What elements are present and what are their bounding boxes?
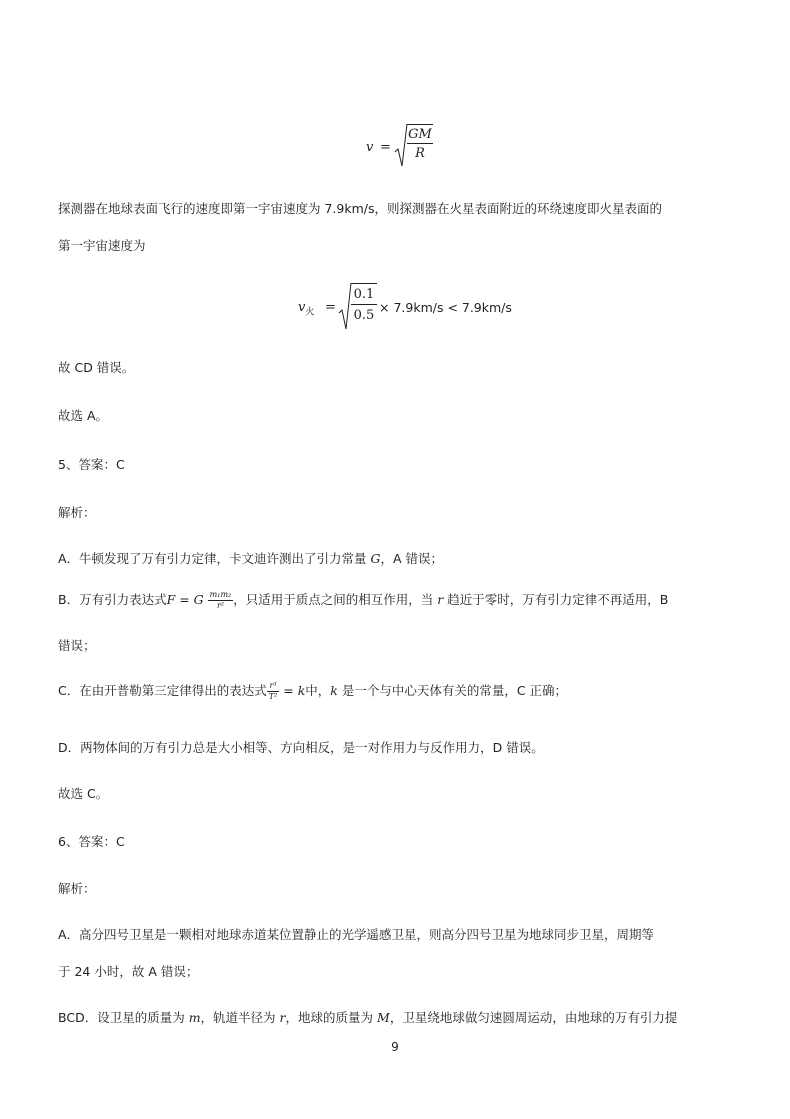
q5-b-fraction <box>208 591 234 611</box>
q5-option-a <box>58 549 443 567</box>
q5-b-eq-g: = G <box>175 592 204 607</box>
eq2-lhs: $v_火$ <box>298 300 315 318</box>
q6-bcd-text-2: ，轨道半径为 <box>200 1010 280 1025</box>
eq2-equals: = <box>325 300 336 315</box>
question-6-analysis-label: 解析： <box>58 881 96 896</box>
q5-c-text: C．在由开普勒第三定律得出的表达式 <box>58 683 267 698</box>
q5-b-text-mid: ，只适用于质点之间的相互作用，当 <box>233 592 438 607</box>
q6-bcd-text: BCD．设卫星的质量为 <box>58 1010 189 1025</box>
q5-b-var-f: F <box>166 592 176 607</box>
q5-c-var-k: k <box>330 683 338 698</box>
q5-option-c <box>58 681 567 701</box>
q5-c-eq-k: = k <box>279 683 306 698</box>
q6-var-M: M <box>377 1010 390 1025</box>
equation-mars-velocity <box>298 281 512 333</box>
q5-a-var-g: G <box>370 551 381 566</box>
q5-c-fraction <box>267 682 280 702</box>
q5-option-b <box>58 590 668 610</box>
q6-bcd-text-3: ，地球的质量为 <box>285 1010 377 1025</box>
eq1-numerator: GM <box>408 127 432 142</box>
eq2-numerator: 0.1 <box>351 284 377 305</box>
q5-b-text: B．万有引力表达式 <box>58 592 167 607</box>
q5-c-den: T² <box>268 692 278 701</box>
q5-c-text-mid: 中， <box>305 683 331 698</box>
q5-b-den: r² <box>216 601 224 610</box>
conclusion-cd-wrong: 故 CD 错误。 <box>58 360 135 375</box>
eq1-radical <box>394 122 408 168</box>
q5-c-num: r³ <box>267 682 280 692</box>
eq2-subscript: 火 <box>305 307 315 318</box>
eq2-radical <box>338 281 352 331</box>
eq2-denominator: 0.5 <box>353 308 375 323</box>
question-5-answer: 5、答案：C <box>58 457 125 472</box>
q6-bcd-text-end: ，卫星绕地球做匀速圆周运动，由地球的万有引力提 <box>389 1010 678 1025</box>
q5-b-num: m₁m₂ <box>208 591 234 601</box>
eq1-denominator: R <box>415 146 425 161</box>
page-number: 9 <box>391 1040 399 1054</box>
q6-var-r: r <box>279 1010 286 1025</box>
q5-option-b-line2: 错误； <box>58 638 96 653</box>
answer-choose-a: 故选 A。 <box>58 408 109 423</box>
q6-option-bcd <box>58 1008 677 1026</box>
eq2-rest: × 7.9km/s < 7.9km/s <box>379 300 512 315</box>
question-5-analysis-label: 解析： <box>58 505 96 520</box>
q5-b-text-end: 趋近于零时，万有引力定律不再适用，B <box>443 592 669 607</box>
q5-c-text-end: 是一个与中心天体有关的常量，C 正确； <box>337 683 568 698</box>
q6-option-a-line2: 于 24 小时，故 A 错误； <box>58 964 199 979</box>
q5-option-d: D．两物体间的万有引力总是大小相等、方向相反，是一对作用力与反作用力，D 错误。 <box>58 740 544 755</box>
q5-choose-c: 故选 C。 <box>58 786 109 801</box>
question-6-answer: 6、答案：C <box>58 834 125 849</box>
eq1-lhs: v <box>366 140 374 155</box>
q6-var-m: m <box>188 1010 201 1025</box>
q5-a-text: A．牛顿发现了万有引力定律，卡文迪许测出了引力常量 <box>58 551 371 566</box>
q6-option-a-line1: A．高分四号卫星是一颗相对地球赤道某位置静止的光学遥感卫星，则高分四号卫星为地球同步卫星，周期等 <box>58 927 655 942</box>
q5-b-var-r: r <box>437 592 444 607</box>
eq1-equals: = <box>380 140 391 155</box>
paragraph-line-2: 第一宇宙速度为 <box>58 238 146 253</box>
q5-a-text-end: ，A 错误； <box>380 551 444 566</box>
paragraph-line-1: 探测器在地球表面飞行的速度即第一宇宙速度为 7.9km/s，则探测器在火星表面附近的环绕速度即火星表面的 <box>58 201 662 216</box>
